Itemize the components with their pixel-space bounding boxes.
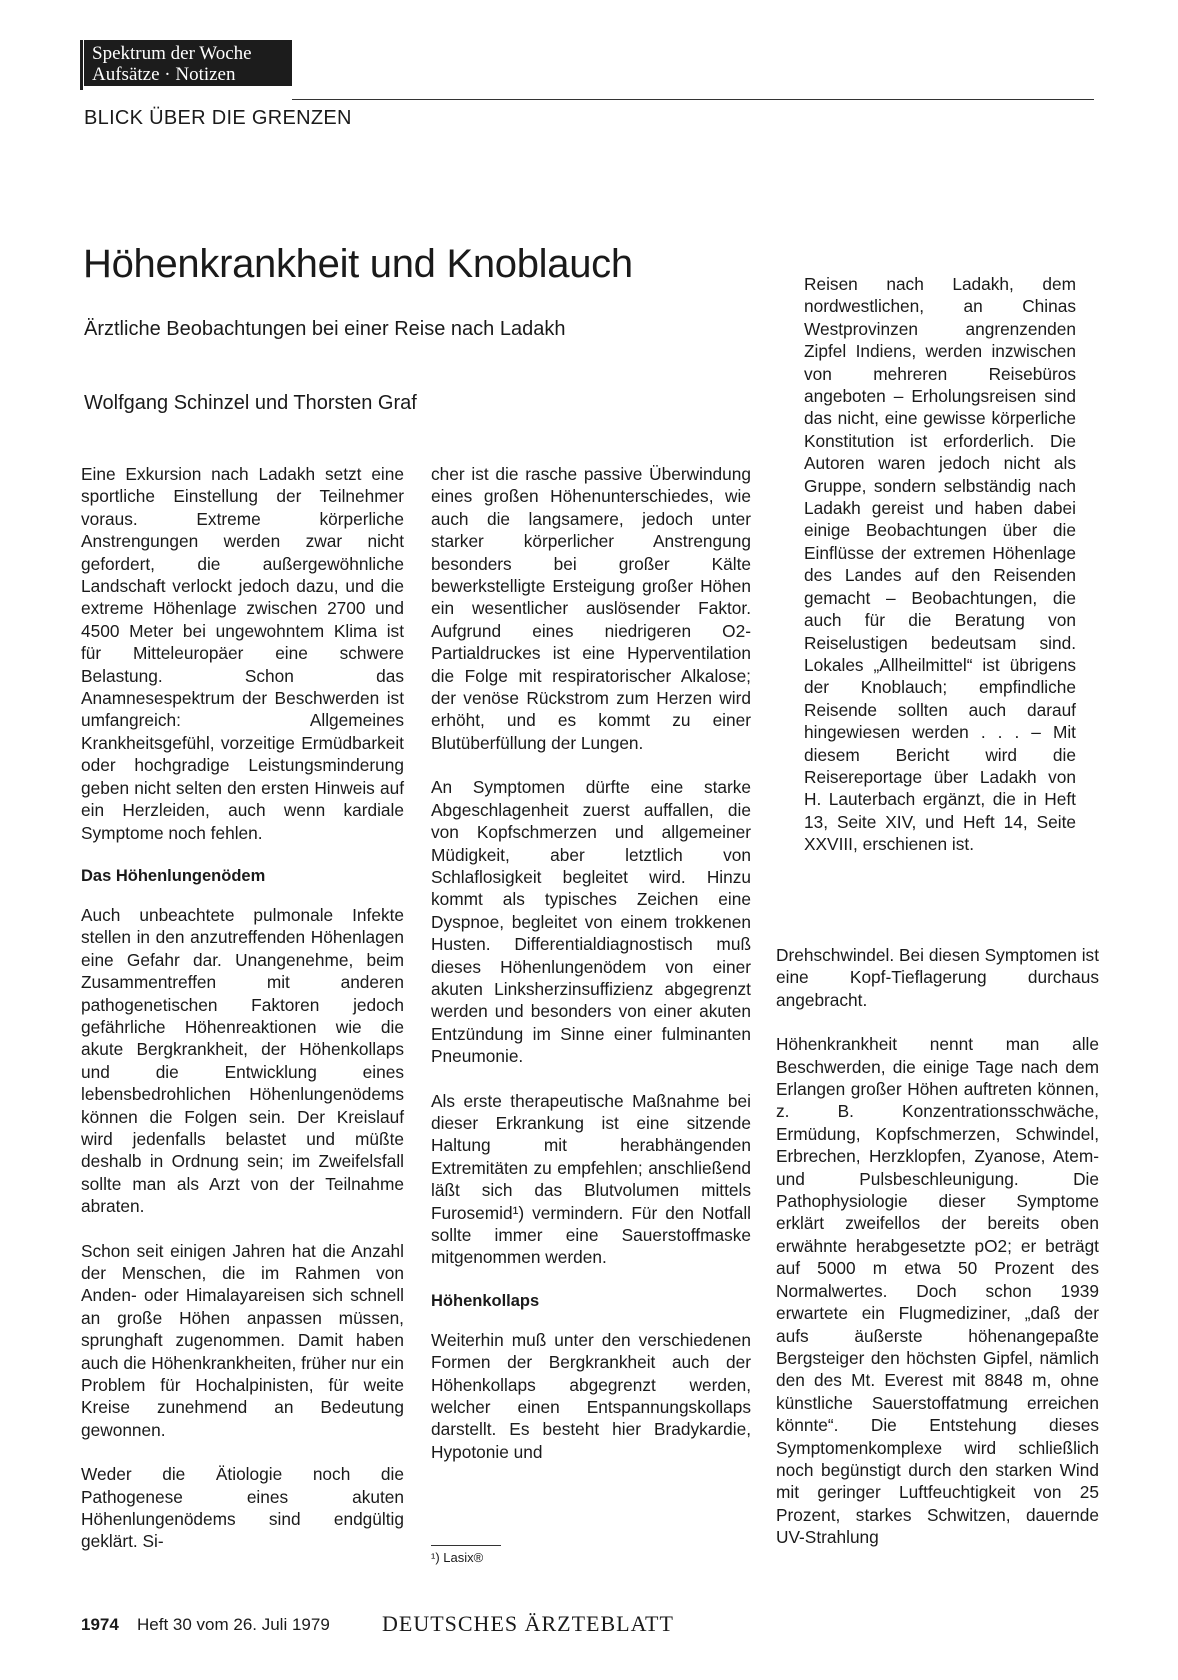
- page-number: 1974: [81, 1615, 119, 1634]
- paragraph: Als erste therapeutische Maßnahme bei dieser Erkrankung ist eine sitzende Haltung mit herabhängenden Extremitäten zu empfehlen; anschließend läßt sich das Blutvolumen mittels Furosemid¹) vermindern. Für den Notfall sollte immer eine Sauerstoffmaske mitgenommen werden.: [431, 1090, 751, 1268]
- column-1: [81, 463, 404, 1575]
- section-tag: [84, 40, 292, 86]
- column-3: [776, 944, 1099, 1571]
- intro-box: [804, 273, 1076, 878]
- section-tag-line-2: Aufsätze · Notizen: [92, 64, 236, 85]
- issue-info: Heft 30 vom 26. Juli 1979: [137, 1615, 330, 1634]
- footnote-rule: [431, 1545, 501, 1546]
- article-subtitle: Ärztliche Beobachtungen bei einer Reise nach Ladakh: [84, 318, 566, 340]
- footnote: ¹) Lasix®: [431, 1550, 484, 1565]
- paragraph: Weder die Ätiologie noch die Pathogenese eines akuten Höhenlungenödems sind endgültig geklärt. Si-: [81, 1464, 404, 1552]
- article-title: Höhenkrankheit und Knoblauch: [83, 242, 633, 286]
- section-kicker: BLICK ÜBER DIE GRENZEN: [84, 107, 352, 129]
- intro-box-text: Reisen nach Ladakh, dem nordwestlichen, an Chinas Westprovinzen angrenzenden Zipfel Indiens, werden inzwischen von mehreren Reisebüros angeboten – Erholungsreisen sind das nicht, eine gewisse körperliche Konstitution ist erforderlich. Die Autoren waren jedoch nicht als Gruppe, sondern selbständig nach Ladakh gereist und haben dabei einige Beobachtungen über die Einflüsse der extremen Höhenlage des Landes auf den Reisenden gemacht – Beobachtungen, die auch für die Beratung von Reiselustigen bedeutsam sind. Lokales „Allheilmittel“ ist übrigens der Knoblauch; empfindliche Reisende sollten auch darauf hingewiesen werden . . . – Mit diesem Bericht wird die Reisereportage über Ladakh von H. Lauterbach ergänzt, die in Heft 13, Seite XIV, und Heft 14, Seite XXVIII, erschienen ist.: [804, 274, 1076, 855]
- heading-hoehenlungenoedem: Das Höhenlungenödem: [81, 866, 266, 885]
- paragraph: Weiterhin muß unter den verschiedenen Formen der Bergkrankheit auch der Höhenkollaps abgegrenzt werden, welcher einen Entspannungskollaps darstellt. Es besteht hier Bradykardie, Hypotonie und: [431, 1329, 751, 1462]
- header-rule: [292, 99, 1094, 100]
- paragraph: Höhenkrankheit nennt man alle Beschwerden, die einige Tage nach dem Erlangen großer Höhen auftreten können, z. B. Konzentrationsschwäche, Ermüdung, Kopfschmerzen, Schwindel, Erbrechen, Herzklopfen, Zyanose, Atem- und Pulsbeschleunigung. Die Pathophysiologie dieser Symptome erklärt zweifellos der bereits oben erwähnte herabgesetzte pO2; er beträgt auf 5000 m etwa 50 Prozent des Normalwertes. Doch schon 1939 erwartete ein Flugmediziner, „daß der aufs äußerste höhenangepaßte Bergsteiger den höchsten Gipfel, nämlich den des Mt. Everest mit 8848 m, ohne künstliche Sauerstoffatmung erreichen könnte“. Die Entstehung dieses Symptomenkomplexe wird schließlich noch begünstigt durch den starken Wind mit geringer Luftfeuchtigkeit von 25 Prozent, starkes Schwitzen, dauernde UV-Strahlung: [776, 1034, 1099, 1548]
- paragraph: Auch unbeachtete pulmonale Infekte stellen in den anzutreffenden Höhenlagen eine Gefahr dar. Unangenehme, beim Zusammentreffen mit anderen pathogenetischen Faktoren jedoch gefährliche Höhenreaktionen wie die akute Bergkrankheit, der Höhenkollaps und die Entwicklung eines lebensbedrohlichen Höhenlungenödems können die Folgen sein. Der Kreislauf wird jedenfalls belastet und müßte deshalb in Ordnung sein; im Zweifelsfall sollte man als Arzt von der Teilnahme abraten.: [81, 904, 404, 1217]
- paragraph: Drehschwindel. Bei diesen Symptomen ist eine Kopf-Tieflagerung durchaus angebracht.: [776, 945, 1099, 1010]
- paragraph: An Symptomen dürfte eine starke Abgeschlagenheit zuerst auffallen, die von Kopfschmerzen und allgemeiner Müdigkeit, aber letztlich von Schlaflosigkeit begleitet wird. Hinzu kommt als typisches Zeichen eine Dyspnoe, begleitet von einem trokkenen Husten. Differentialdiagnostisch muß dieses Höhenlungenödem von einer akuten Linksherzinsuffizienz abgegrenzt werden und besonders von einer akuten Entzündung im Sinne einer fulminanten Pneumonie.: [431, 777, 751, 1067]
- section-tag-line-1: Spektrum der Woche: [92, 43, 252, 64]
- journal-name: DEUTSCHES ÄRZTEBLATT: [382, 1611, 674, 1636]
- article-authors: Wolfgang Schinzel und Thorsten Graf: [84, 392, 417, 414]
- paragraph: Schon seit einigen Jahren hat die Anzahl der Menschen, die im Rahmen von Anden- oder Himalayareisen sich schnell an große Höhen anpassen müssen, sprunghaft zugenommen. Damit haben auch die Höhenkrankheiten, früher nur ein Problem für Hochalpinisten, für weite Kreise zunehmend an Bedeutung gewonnen.: [81, 1240, 404, 1440]
- section-tag-bar: [80, 40, 83, 90]
- column-2: [431, 463, 751, 1485]
- paragraph-intro: Eine Exkursion nach Ladakh setzt eine sportliche Einstellung der Teilnehmer voraus. Extreme körperliche Anstrengungen werden zwar nicht gefordert, die außergewöhnliche Landschaft verlockt jedoch dazu, und die extreme Höhenlage zwischen 2700 und 4500 Meter bei ungewohntem Klima ist für Mitteleuropäer eine schwere Belastung. Schon das Anamnesespektrum der Beschwerden ist umfangreich: Allgemeines Krankheitsgefühl, vorzeitige Ermüdbarkeit oder hochgradige Leistungsminderung geben nicht selten den ersten Hinweis auf ein Herzleiden, auch wenn kardiale Symptome noch fehlen.: [81, 464, 404, 843]
- paragraph: cher ist die rasche passive Überwindung eines großen Höhenunterschiedes, wie auch die langsamere, jedoch unter starker körperlicher Anstrengung besonders bei großer Kälte bewerkstelligte Ersteigung großer Höhen ein wesentlicher auslösender Faktor. Aufgrund eines niedrigeren O2-Partialdruckes ist eine Hyperventilation die Folge mit respiratorischer Alkalose; der venöse Rückstrom zum Herzen wird erhöht, und es kommt zu einer Blutüberfüllung der Lungen.: [431, 464, 751, 753]
- heading-hoehenkollaps: Höhenkollaps: [431, 1291, 540, 1310]
